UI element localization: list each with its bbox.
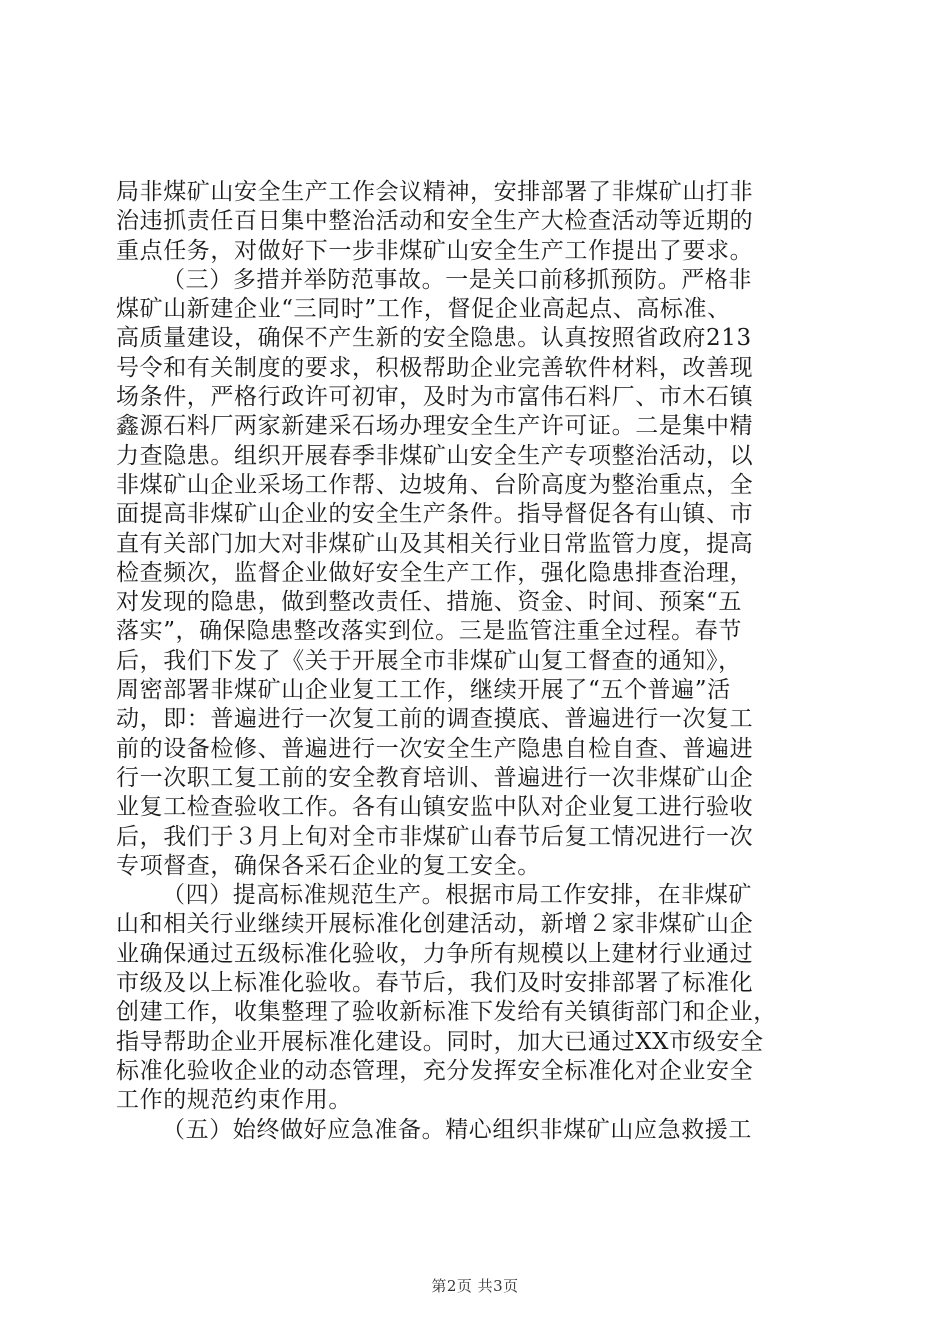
text-line: 重点任务，对做好下一步非煤矿山安全生产工作提出了要求。 xyxy=(116,237,754,264)
text-line: 号令和有关制度的要求，积极帮助企业完善软件材料，改善现 xyxy=(116,354,754,381)
text-line: 检查频次，监督企业做好安全生产工作，强化隐患排查治理， xyxy=(116,559,754,586)
text-line: 局非煤矿山安全生产工作会议精神，安排部署了非煤矿山打非 xyxy=(116,179,754,205)
text-line: 治违抓责任百日集中整治活动和安全生产大检查活动等近期的 xyxy=(116,208,754,235)
text-line: 指导帮助企业开展标准化建设。同时，加大已通过XX市级安全 xyxy=(116,1028,764,1055)
text-line: 业确保通过五级标准化验收，力争所有规模以上建材行业通过 xyxy=(116,940,754,967)
text-line: 前的设备检修、普遍进行一次安全生产隐患自检自查、普遍进 xyxy=(116,735,754,762)
text-line: 场条件，严格行政许可初审，及时为市富伟石料厂、市木石镇 xyxy=(116,384,754,411)
text-line: 煤矿山新建企业“三同时”工作，督促企业高起点、高标准、 xyxy=(116,296,731,323)
text-line: 行一次职工复工前的安全教育培训、普遍进行一次非煤矿山企 xyxy=(116,764,754,791)
text-line: 市级及以上标准化验收。春节后，我们及时安排部署了标准化 xyxy=(116,970,754,997)
paragraph-start-line: （四）提高标准规范生产。根据市局工作安排，在非煤矿 xyxy=(162,882,752,909)
paragraph-start-line: （五）始终做好应急准备。精心组织非煤矿山应急救援工 xyxy=(162,1116,752,1143)
text-line: 动，即：普遍进行一次复工前的调查摸底、普遍进行一次复工 xyxy=(116,706,754,733)
text-line: 工作的规范约束作用。 xyxy=(116,1087,352,1114)
text-line: 力查隐患。组织开展春季非煤矿山安全生产专项整治活动，以 xyxy=(116,442,754,469)
text-line: 后，我们下发了《关于开展全市非煤矿山复工督查的通知》， xyxy=(116,647,742,674)
text-line: 周密部署非煤矿山企业复工工作，继续开展了“五个普遍”活 xyxy=(116,677,731,704)
text-line: 鑫源石料厂两家新建采石场办理安全生产许可证。二是集中精 xyxy=(116,413,754,440)
text-line: 专项督查，确保各采石企业的复工安全。 xyxy=(116,852,541,879)
paragraph-start-line: （三）多措并举防范事故。一是关口前移抓预防。严格非 xyxy=(162,266,752,293)
text-line: 后，我们于３月上旬对全市非煤矿山春节后复工情况进行一次 xyxy=(116,823,754,850)
text-line: 落实”，确保隐患整改落实到位。三是监管注重全过程。春节 xyxy=(116,618,742,645)
text-line: 山和相关行业继续开展标准化创建活动，新增２家非煤矿山企 xyxy=(116,911,754,938)
text-line: 面提高非煤矿山企业的安全生产条件。指导督促各有山镇、市 xyxy=(116,501,754,528)
document-body xyxy=(116,178,846,1145)
text-line: 业复工检查验收工作。各有山镇安监中队对企业复工进行验收 xyxy=(116,794,754,821)
text-line: 高质量建设，确保不产生新的安全隐患。认真按照省政府213 xyxy=(116,325,752,352)
text-line: 非煤矿山企业采场工作帮、边坡角、台阶高度为整治重点，全 xyxy=(116,471,754,498)
text-line: 对发现的隐患，做到整改责任、措施、资金、时间、预案“五 xyxy=(116,589,742,616)
page-number-footer: 第2页 共3页 xyxy=(431,1277,519,1295)
text-line: 创建工作，收集整理了验收新标准下发给有关镇街部门和企业， xyxy=(116,999,777,1026)
text-line: 直有关部门加大对非煤矿山及其相关行业日常监管力度，提高 xyxy=(116,530,754,557)
text-line: 标准化验收企业的动态管理，充分发挥安全标准化对企业安全 xyxy=(116,1057,754,1084)
